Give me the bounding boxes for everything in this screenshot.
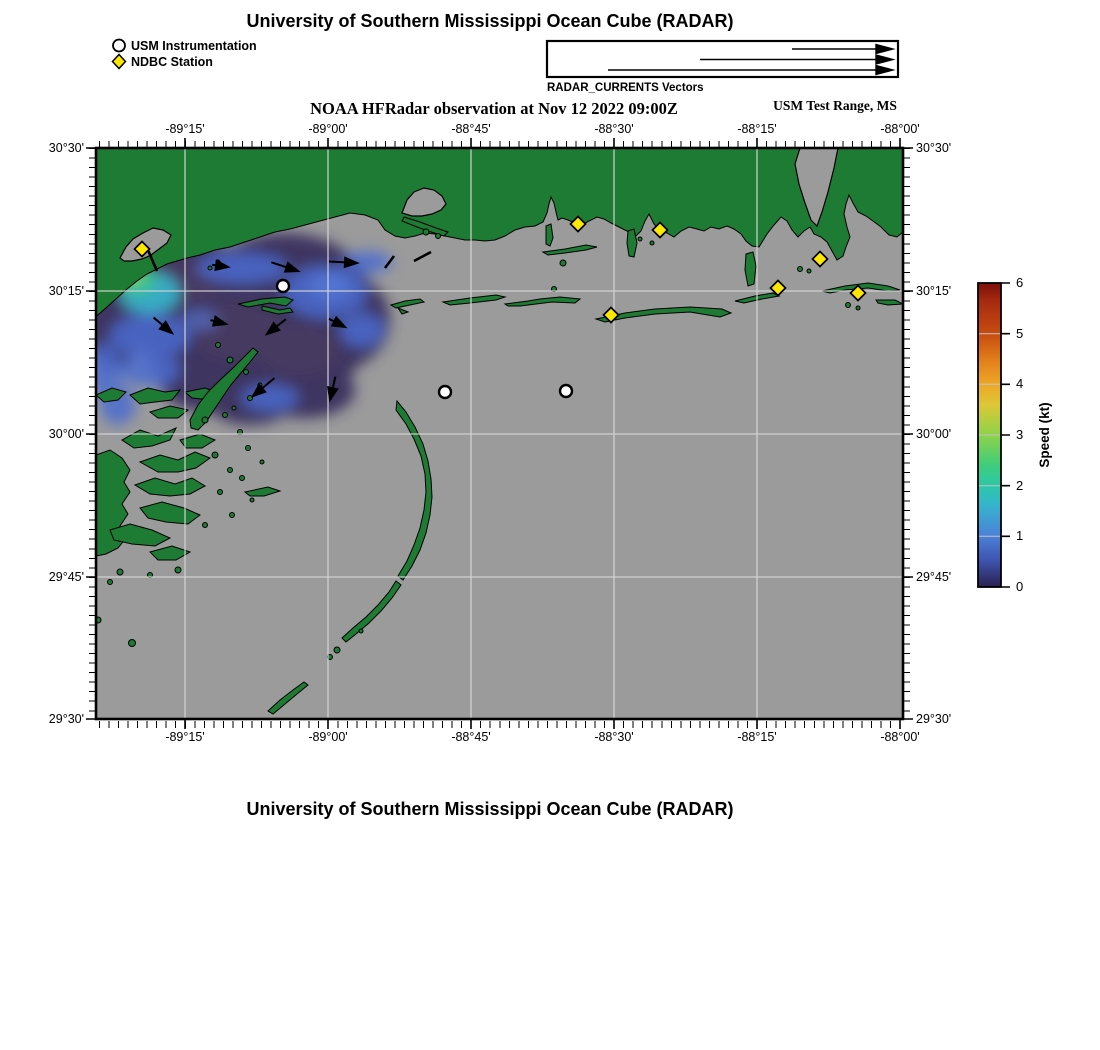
y-label-left: 29°30' <box>48 712 84 726</box>
x-label-bottom: -89°00' <box>308 730 348 744</box>
ndbc-legend-diamond-icon <box>113 55 126 69</box>
colorbar-tick: 4 <box>1016 376 1024 391</box>
usm-marker <box>560 385 572 397</box>
x-label-bottom: -88°15' <box>737 730 777 744</box>
legend-usm-label: USM Instrumentation <box>131 39 257 53</box>
x-label-top: -88°45' <box>451 122 491 136</box>
y-label-left: 29°45' <box>48 570 84 584</box>
x-label-bottom: -88°30' <box>594 730 634 744</box>
y-label-right: 30°15' <box>916 284 952 298</box>
minor-ticks-right <box>903 148 910 719</box>
colorbar-tick: 2 <box>1016 478 1024 493</box>
y-label-right: 30°30' <box>916 141 952 155</box>
y-label-left: 30°00' <box>48 427 84 441</box>
x-label-bottom: -89°15' <box>165 730 205 744</box>
legend-ndbc-label: NDBC Station <box>131 55 213 69</box>
y-label-right: 29°45' <box>916 570 952 584</box>
colorbar-tick: 6 <box>1016 275 1024 290</box>
vector-scale-box <box>547 41 898 77</box>
minor-ticks-bottom <box>99 721 903 728</box>
y-label-right: 29°30' <box>916 712 952 726</box>
x-label-bottom: -88°45' <box>451 730 491 744</box>
y-label-left: 30°15' <box>48 284 84 298</box>
page-title: University of Southern Mississippi Ocean Cube (RADAR) <box>246 11 734 31</box>
minor-ticks-left <box>89 148 96 719</box>
y-label-left: 30°30' <box>48 141 84 155</box>
x-label-top: -88°15' <box>737 122 777 136</box>
colorbar-tick: 1 <box>1016 528 1024 543</box>
region-label: USM Test Range, MS <box>773 98 897 113</box>
x-label-top: -88°30' <box>594 122 634 136</box>
x-label-top: -89°15' <box>165 122 205 136</box>
colorbar-axis-title: Speed (kt) <box>1037 402 1052 468</box>
usm-legend-circle-icon <box>113 40 125 52</box>
minor-ticks-top <box>99 141 903 148</box>
x-label-top: -89°00' <box>308 122 348 136</box>
vector-scale-caption: RADAR_CURRENTS Vectors <box>547 82 704 94</box>
colorbar <box>978 283 1010 587</box>
usm-marker <box>277 280 289 292</box>
usm-marker <box>439 386 451 398</box>
colorbar-tick: 3 <box>1016 427 1024 442</box>
x-label-top: -88°00' <box>880 122 920 136</box>
y-label-right: 30°00' <box>916 427 952 441</box>
colorbar-tick: 5 <box>1016 326 1024 341</box>
colorbar-tick: 0 <box>1016 579 1024 594</box>
observation-subtitle: NOAA HFRadar observation at Nov 12 2022 09:00Z <box>310 99 678 118</box>
bottom-page-title: University of Southern Mississippi Ocean Cube (RADAR) <box>246 799 734 819</box>
x-label-bottom: -88°00' <box>880 730 920 744</box>
